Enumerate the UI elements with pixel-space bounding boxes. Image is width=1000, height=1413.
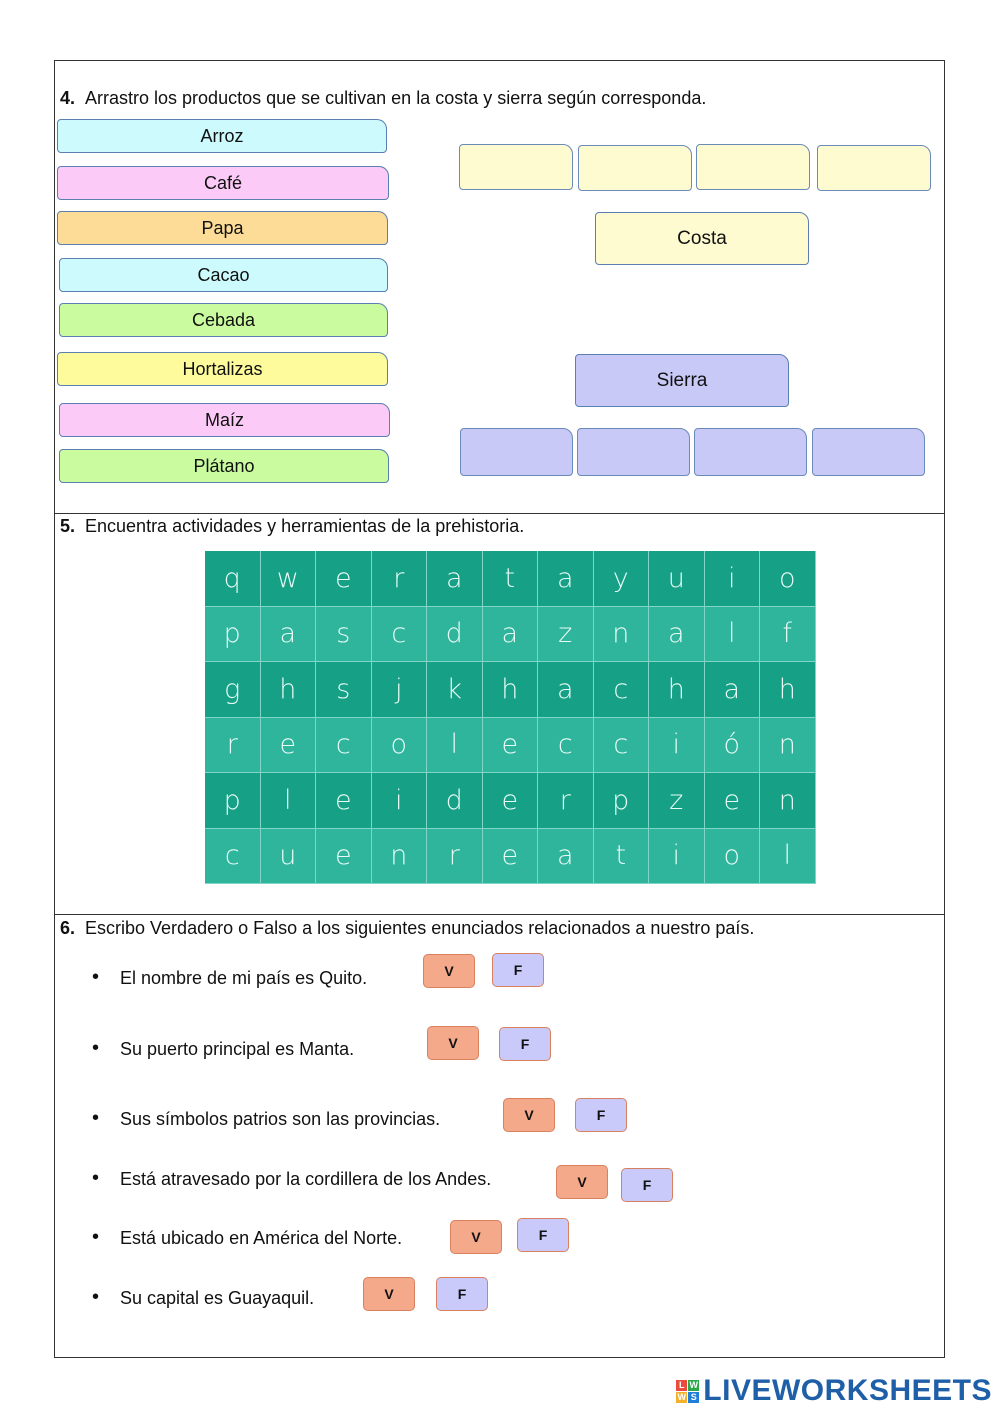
drag-item-maiz[interactable]: Maíz (59, 403, 390, 437)
drag-item-hortalizas[interactable]: Hortalizas (57, 352, 388, 386)
bullet: • (92, 1107, 100, 1129)
sierra-drop-slot-2[interactable] (577, 428, 690, 476)
letter-cell[interactable]: f (760, 607, 816, 663)
letter-cell[interactable]: s (316, 662, 372, 718)
statement-3: Sus símbolos patrios son las provincias. (120, 1109, 441, 1129)
letter-cell[interactable]: j (372, 662, 428, 718)
letter-cell[interactable]: p (205, 607, 261, 663)
letter-cell[interactable]: n (372, 829, 428, 885)
letter-cell[interactable]: e (316, 829, 372, 885)
letter-cell[interactable]: a (427, 551, 483, 607)
costa-drop-slot-2[interactable] (578, 145, 692, 191)
statement-6: Su capital es Guayaquil. (120, 1288, 315, 1308)
true-button-2[interactable]: V (427, 1026, 479, 1060)
letter-cell[interactable]: a (483, 607, 539, 663)
letter-cell[interactable]: e (483, 718, 539, 774)
letter-cell[interactable]: h (483, 662, 539, 718)
letter-cell[interactable]: a (538, 662, 594, 718)
false-button-2[interactable]: F (499, 1027, 551, 1061)
true-button-1[interactable]: V (423, 954, 475, 988)
true-button-6[interactable]: V (363, 1277, 415, 1311)
letter-cell[interactable]: e (316, 773, 372, 829)
bullet: • (92, 1167, 100, 1189)
letter-cell[interactable]: y (594, 551, 650, 607)
word-search-grid (205, 551, 816, 884)
bullet: • (92, 966, 100, 988)
drag-item-papa[interactable]: Papa (57, 211, 388, 245)
section-divider (54, 914, 945, 915)
question-5-number: 5. (60, 516, 76, 536)
letter-cell[interactable]: c (205, 829, 261, 885)
letter-cell[interactable]: i (649, 829, 705, 885)
question-6-title (60, 918, 754, 939)
letter-cell[interactable]: l (261, 773, 317, 829)
letter-cell[interactable]: a (538, 829, 594, 885)
question-6-text: Escribo Verdadero o Falso a los siguientes enunciados relacionados a nuestro país. (85, 918, 755, 938)
letter-cell[interactable]: z (538, 607, 594, 663)
brand-icon-letter: W (677, 1392, 687, 1402)
letter-cell[interactable]: n (594, 607, 650, 663)
letter-cell[interactable]: a (538, 551, 594, 607)
letter-cell[interactable]: l (705, 607, 761, 663)
false-button-6[interactable]: F (436, 1277, 488, 1311)
sierra-drop-slot-1[interactable] (460, 428, 573, 476)
bullet: • (92, 1226, 100, 1248)
letter-cell[interactable]: n (760, 773, 816, 829)
letter-cell[interactable]: p (594, 773, 650, 829)
brand-icon-letter: S (688, 1392, 699, 1403)
letter-cell[interactable]: e (316, 551, 372, 607)
question-4-title (60, 88, 706, 109)
costa-category-label: Costa (595, 212, 809, 265)
section-divider (54, 513, 945, 514)
letter-cell[interactable]: d (427, 773, 483, 829)
letter-cell[interactable]: o (705, 829, 761, 885)
question-4-text: Arrastro los productos que se cultivan en la costa y sierra según corresponda. (85, 88, 707, 108)
false-button-1[interactable]: F (492, 953, 544, 987)
letter-cell[interactable]: r (205, 718, 261, 774)
letter-cell[interactable]: s (316, 607, 372, 663)
brand-icon-letter: L (676, 1380, 687, 1391)
false-button-5[interactable]: F (517, 1218, 569, 1252)
letter-cell[interactable]: d (427, 607, 483, 663)
drag-item-cebada[interactable]: Cebada (59, 303, 388, 337)
letter-cell[interactable]: h (760, 662, 816, 718)
true-button-4[interactable]: V (556, 1165, 608, 1199)
true-button-3[interactable]: V (503, 1098, 555, 1132)
costa-drop-slot-3[interactable] (696, 144, 810, 190)
letter-cell[interactable]: c (594, 662, 650, 718)
letter-cell[interactable]: e (261, 718, 317, 774)
letter-cell[interactable]: g (205, 662, 261, 718)
letter-cell[interactable]: a (705, 662, 761, 718)
sierra-category-label: Sierra (575, 354, 789, 407)
letter-cell[interactable]: i (372, 773, 428, 829)
true-button-5[interactable]: V (450, 1220, 502, 1254)
letter-cell[interactable]: a (649, 607, 705, 663)
letter-cell[interactable]: l (427, 718, 483, 774)
letter-cell[interactable]: q (205, 551, 261, 607)
statement-5: Está ubicado en América del Norte. (120, 1228, 403, 1248)
false-button-4[interactable]: F (621, 1168, 673, 1202)
brand-name: LIVEWORKSHEETS (703, 1374, 992, 1407)
letter-cell[interactable]: ó (705, 718, 761, 774)
letter-cell[interactable]: i (649, 718, 705, 774)
statement-2: Su puerto principal es Manta. (120, 1039, 355, 1059)
letter-cell[interactable]: c (316, 718, 372, 774)
bullet: • (92, 1286, 100, 1308)
brand-icon (676, 1380, 699, 1403)
letter-cell[interactable]: u (649, 551, 705, 607)
letter-cell[interactable]: i (705, 551, 761, 607)
letter-cell[interactable]: l (760, 829, 816, 885)
letter-cell[interactable]: c (594, 718, 650, 774)
letter-cell[interactable]: o (372, 718, 428, 774)
letter-cell[interactable]: u (261, 829, 317, 885)
drag-item-platano[interactable]: Plátano (59, 449, 389, 483)
letter-cell[interactable]: h (649, 662, 705, 718)
letter-cell[interactable]: a (261, 607, 317, 663)
question-5-text: Encuentra actividades y herramientas de la prehistoria. (85, 516, 525, 536)
brand-icon-letter: W (689, 1380, 699, 1390)
liveworksheets-logo (676, 1374, 992, 1408)
letter-cell[interactable]: n (760, 718, 816, 774)
letter-cell[interactable]: o (760, 551, 816, 607)
letter-cell[interactable]: k (427, 662, 483, 718)
letter-cell[interactable]: h (261, 662, 317, 718)
bullet: • (92, 1037, 100, 1059)
question-5-title (60, 516, 524, 537)
question-4-number: 4. (60, 88, 76, 108)
letter-cell[interactable]: r (372, 551, 428, 607)
costa-drop-slot-4[interactable] (817, 145, 931, 191)
letter-cell[interactable]: t (483, 551, 539, 607)
sierra-drop-slot-3[interactable] (694, 428, 807, 476)
letter-cell[interactable]: z (649, 773, 705, 829)
letter-cell[interactable]: p (205, 773, 261, 829)
sierra-drop-slot-4[interactable] (812, 428, 925, 476)
letter-cell[interactable]: c (372, 607, 428, 663)
letter-cell[interactable]: e (483, 829, 539, 885)
letter-cell[interactable]: e (483, 773, 539, 829)
drag-item-arroz[interactable]: Arroz (57, 119, 387, 153)
letter-cell[interactable]: t (594, 829, 650, 885)
letter-cell[interactable]: w (261, 551, 317, 607)
letter-cell[interactable]: r (538, 773, 594, 829)
drag-item-cafe[interactable]: Café (57, 166, 389, 200)
letter-cell[interactable]: e (705, 773, 761, 829)
drag-item-cacao[interactable]: Cacao (59, 258, 388, 292)
question-6-number: 6. (60, 918, 76, 938)
statement-1: El nombre de mi país es Quito. (120, 968, 368, 988)
letter-cell[interactable]: c (538, 718, 594, 774)
false-button-3[interactable]: F (575, 1098, 627, 1132)
statement-4: Está atravesado por la cordillera de los Andes. (120, 1169, 492, 1189)
costa-drop-slot-1[interactable] (459, 144, 573, 190)
letter-cell[interactable]: r (427, 829, 483, 885)
